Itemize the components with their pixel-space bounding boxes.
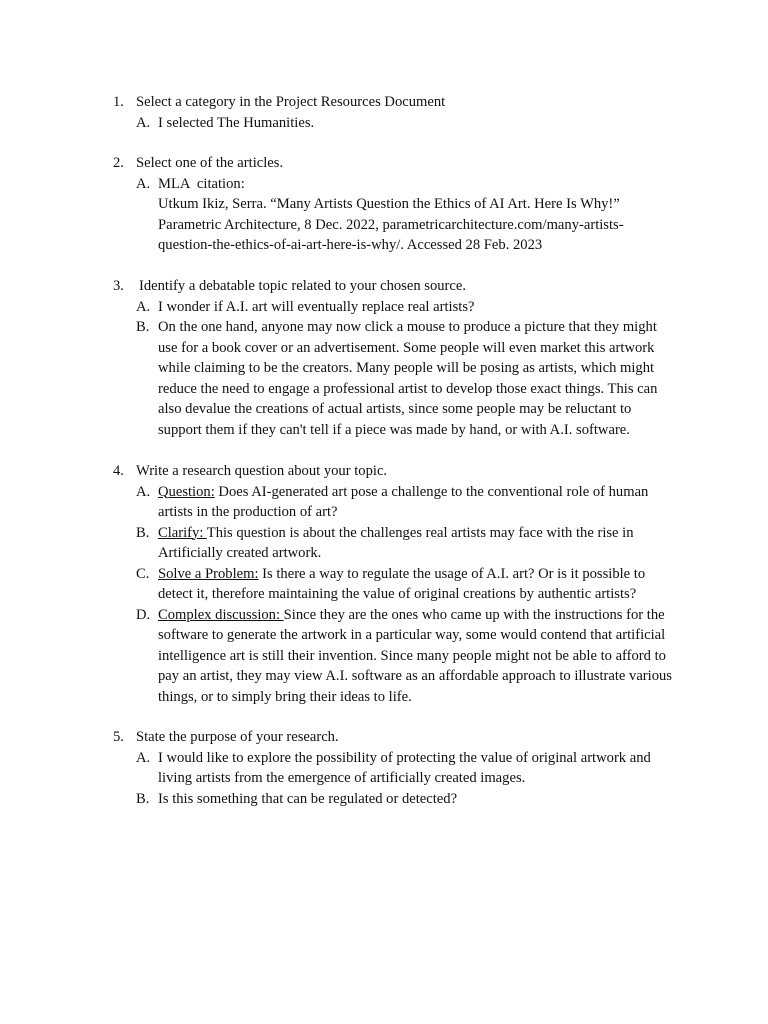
answer-letter: C. bbox=[136, 565, 150, 582]
citation-line: Parametric Architecture, 8 Dec. 2022, parametricarchitecture.com/many-artists- bbox=[158, 216, 624, 233]
answer-letter: B. bbox=[136, 790, 150, 807]
item-number: 2. bbox=[113, 155, 124, 171]
answer-letter: A. bbox=[136, 483, 151, 500]
answer-text: This question is about the challenges real artists may face with the rise in Artificially created artwork. bbox=[158, 524, 637, 561]
answer-letter: A. bbox=[136, 114, 151, 131]
list-item-1 bbox=[0, 92, 768, 133]
answer-text: Does AI-generated art pose a challenge to the conventional role of human artists in the production of art? bbox=[158, 483, 653, 520]
item-question: Select a category in the Project Resources Document bbox=[136, 94, 446, 110]
answer-letter: B. bbox=[136, 319, 150, 335]
list-item-3 bbox=[0, 276, 768, 440]
citation-heading: MLA citation: bbox=[158, 175, 245, 192]
item-question: Identify a debatable topic related to your chosen source. bbox=[139, 278, 467, 294]
item-number: 5. bbox=[113, 729, 124, 745]
item-question: State the purpose of your research. bbox=[136, 729, 339, 745]
answer-text: Is there a way to regulate the usage of A.I. art? Or is it possible to detect it, therefore maintaining the value of original creations by authentic artists? bbox=[158, 565, 649, 602]
answer-b bbox=[0, 789, 768, 810]
answer-a bbox=[0, 297, 768, 318]
list-item-4 bbox=[0, 461, 768, 707]
answer-label: Solve a Problem: bbox=[158, 565, 259, 582]
item-question: Write a research question about your topic. bbox=[136, 463, 388, 479]
item-question: Select one of the articles. bbox=[136, 155, 284, 171]
answer-letter: B. bbox=[136, 524, 150, 541]
answer-letter: A. bbox=[136, 175, 151, 192]
answer-a bbox=[0, 113, 768, 134]
answer-text: I wonder if A.I. art will eventually replace real artists? bbox=[158, 298, 475, 315]
answer-d bbox=[0, 605, 768, 708]
list-item-5 bbox=[0, 727, 768, 809]
item-number: 3. bbox=[113, 278, 124, 294]
answer-letter: A. bbox=[136, 749, 151, 766]
answer-label: Question: bbox=[158, 483, 215, 500]
answer-b bbox=[0, 317, 768, 440]
answer-text: On the one hand, anyone may now click a mouse to produce a picture that they might use for a book cover or an advertisement. Some people will even market this artwork while claiming to be the creators. Many people will be posing as artists, which might reduce the need to engage a professional artist to develop those exact things. This can also devalue the creations of actual artists, since some people may be reluctant to support them if they can't tell if a piece was made by hand, or with A.I. software. bbox=[158, 319, 658, 438]
answer-text: I would like to explore the possibility of protecting the value of original artwork and living artists from the emergence of artificially created images. bbox=[158, 749, 651, 786]
item-number: 1. bbox=[113, 94, 124, 110]
answer-a bbox=[0, 748, 768, 789]
answer-label: Clarify: bbox=[158, 524, 207, 541]
answer-a bbox=[0, 482, 768, 523]
citation-line: question-the-ethics-of-ai-art-here-is-why/. Accessed 28 Feb. 2023 bbox=[158, 237, 543, 253]
item-number: 4. bbox=[113, 463, 124, 479]
answer-text: I selected The Humanities. bbox=[158, 114, 315, 131]
answer-label: Complex discussion: bbox=[158, 606, 284, 623]
answer-text: Is this something that can be regulated or detected? bbox=[158, 790, 458, 807]
answer-letter: D. bbox=[136, 606, 151, 623]
answer-a bbox=[0, 174, 768, 256]
answer-c bbox=[0, 564, 768, 605]
answer-text: Since they are the ones who came up with the instructions for the software to generate the artwork in a particular way, some would contend that artificial intelligence art is still their invention. Since many people might not be able to afford to pay an artist, they may view A.I. software as an affordable approach to illustrate various things, or to simply bring their ideas to life. bbox=[158, 606, 676, 705]
citation-line: Utkum Ikiz, Serra. “Many Artists Question the Ethics of AI Art. Here Is Why!” bbox=[158, 196, 620, 212]
answer-letter: A. bbox=[136, 298, 151, 315]
list-item-2 bbox=[0, 153, 768, 256]
answer-b bbox=[0, 523, 768, 564]
